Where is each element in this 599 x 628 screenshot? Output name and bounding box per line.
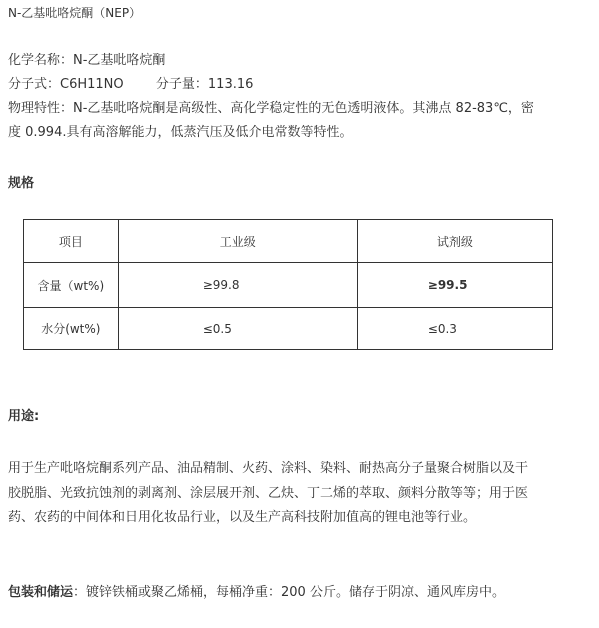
header-industrial: 工业级 — [118, 220, 357, 263]
packaging-row — [8, 585, 505, 601]
row-industrial: ≤0.5 — [118, 308, 357, 350]
table-row — [24, 263, 553, 308]
document-title: N-乙基吡咯烷酮（NEP） — [8, 6, 142, 20]
use-text-line-2: 胶脱脂、光致抗蚀剂的剥离剂、涂层展开剂、乙炔、丁二烯的萃取、颜料分散等等；用于医 — [8, 486, 529, 501]
formula-row — [8, 77, 253, 93]
row-industrial: ≥99.8 — [118, 263, 357, 308]
properties-line-2: 度 0.994.具有高溶解能力，低蒸汽压及低介电常数等特性。 — [8, 125, 353, 140]
packaging-text: ：镀锌铁桶或聚乙烯桶，每桶净重：200 公斤。储存于阴凉、通风库房中。 — [73, 585, 505, 600]
spec-table — [23, 219, 553, 350]
row-item: 含量（wt%) — [24, 263, 119, 308]
use-text-line-1: 用于生产吡咯烷酮系列产品、油品精制、火药、涂料、染料、耐热高分子量聚合树脂以及干 — [8, 461, 529, 476]
use-heading: 用途: — [8, 409, 40, 424]
spec-heading: 规格 — [8, 176, 35, 191]
spec-table-header-row — [24, 220, 553, 263]
chemical-name: 化学名称：N-乙基吡咯烷酮 — [8, 53, 166, 68]
header-reagent: 试剂级 — [357, 220, 552, 263]
properties-line-1: 物理特性：N-乙基吡咯烷酮是高级性、高化学稳定性的无色透明液体。其沸点 82-83℃，密 — [8, 101, 534, 116]
row-reagent: ≤0.3 — [357, 308, 552, 350]
packaging-heading: 包装和储运 — [8, 585, 74, 600]
row-item: 水分(wt%) — [24, 308, 119, 350]
use-text-line-3: 药、农药的中间体和日用化妆品行业，以及生产高科技附加值高的锂电池等行业。 — [8, 510, 477, 525]
row-reagent: ≥99.5 — [357, 263, 552, 308]
header-item: 项目 — [24, 220, 119, 263]
molecular-formula: 分子式：C6H11NO — [8, 77, 124, 92]
molecular-weight: 分子量：113.16 — [155, 77, 254, 92]
table-row — [24, 308, 553, 350]
